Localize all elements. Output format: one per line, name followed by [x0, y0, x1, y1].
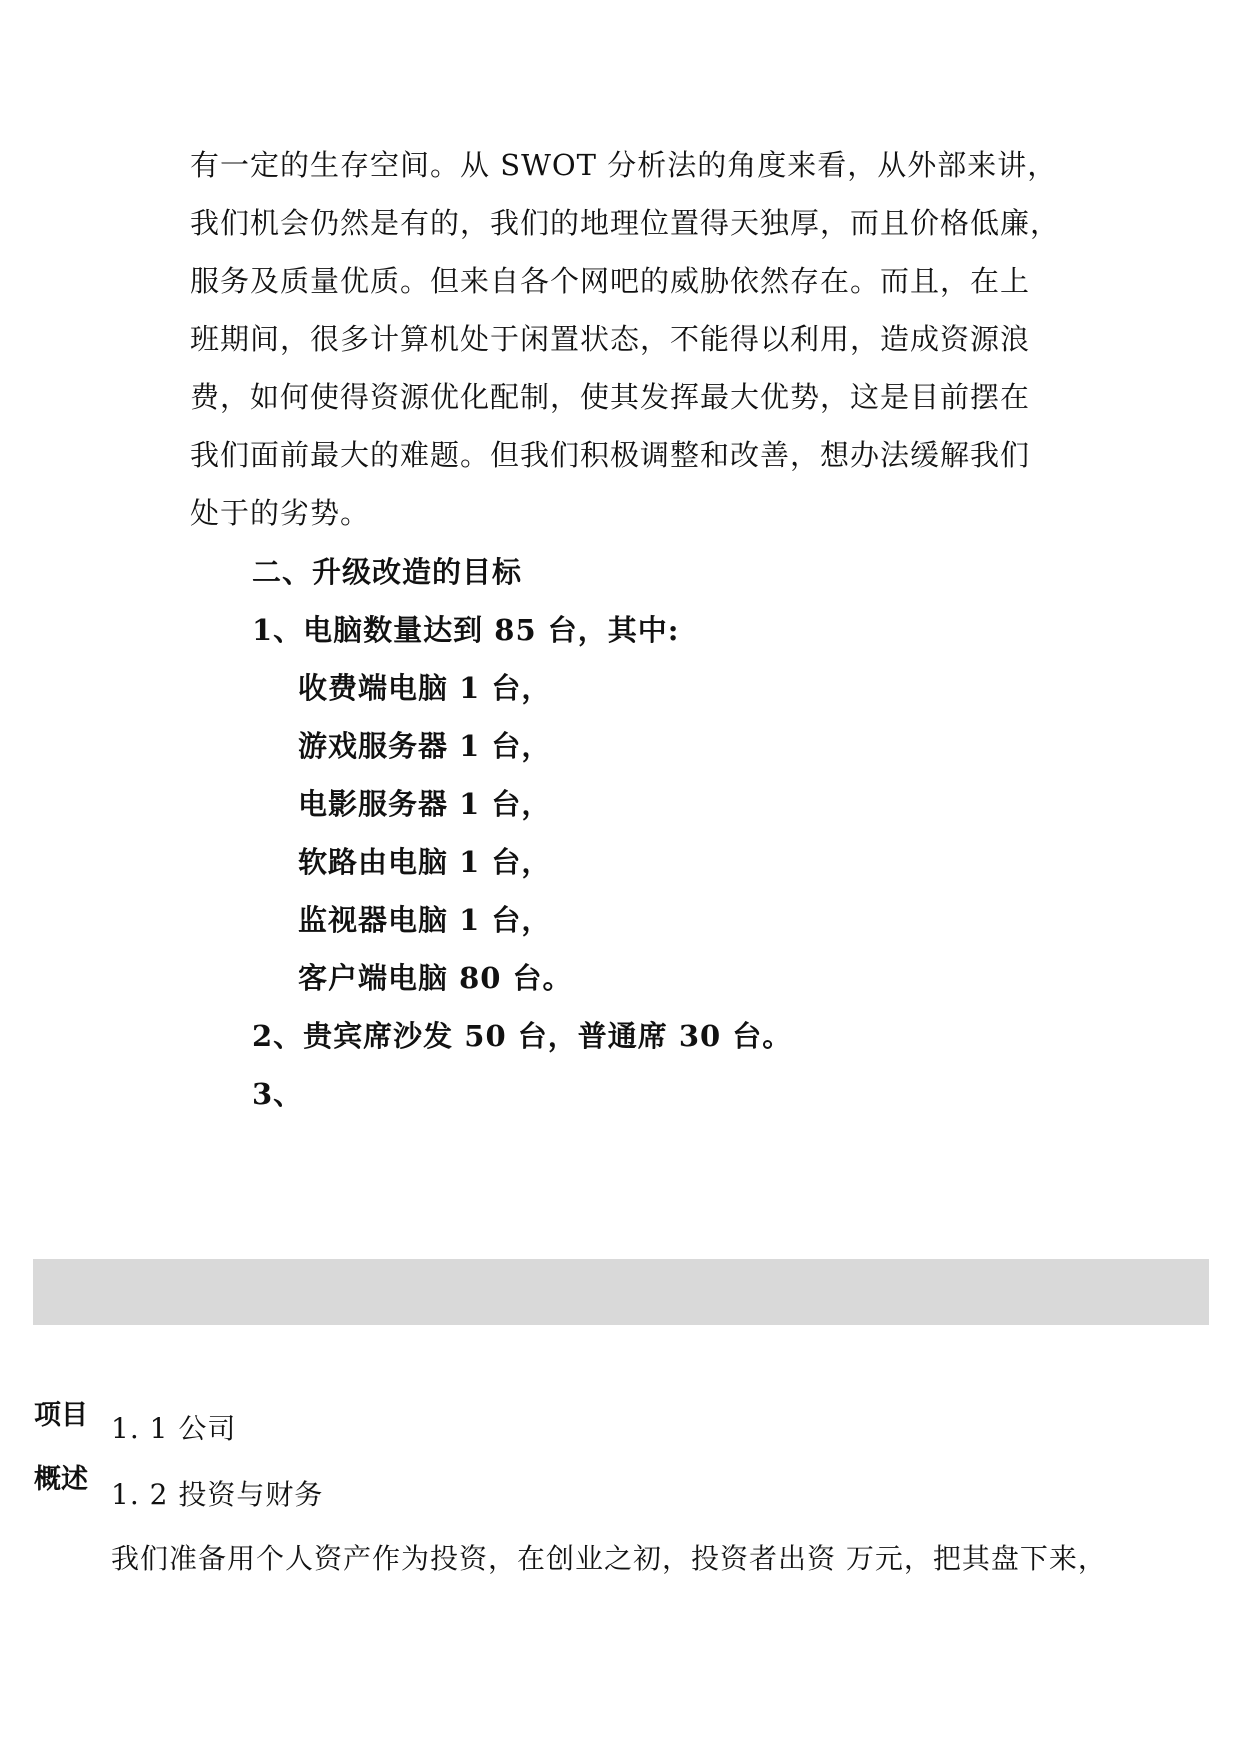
goal-subitem: 游戏服务器 1 台， — [298, 729, 552, 763]
intro-line-7: 处于的劣势。 — [190, 496, 371, 530]
intro-line-1: 有一定的生存空间。从 SWOT 分析法的角度来看，从外部来讲， — [190, 148, 1058, 182]
goal-subitem: 软路由电脑 1 台， — [298, 845, 552, 879]
goal-subitem: 电影服务器 1 台， — [298, 787, 552, 821]
intro-line-3: 服务及质量优质。但来自各个网吧的威胁依然存在。而且，在上 — [190, 264, 1031, 298]
goal-subitem: 客户端电脑 80 台。 — [298, 961, 573, 995]
section-heading: 二、升级改造的目标 — [252, 555, 523, 589]
intro-line-2: 我们机会仍然是有的，我们的地理位置得天独厚，而且价格低廉， — [190, 206, 1061, 240]
investment-paragraph-line: 我们准备用个人资产作为投资，在创业之初，投资者出资 万元，把其盘下来， — [111, 1542, 1107, 1575]
goal-subitem: 监视器电脑 1 台， — [298, 903, 552, 937]
goal-item-1: 1、电脑数量达到 85 台，其中: — [252, 613, 680, 647]
goal-subitem: 收费端电脑 1 台， — [298, 671, 552, 705]
side-label-project: 项目 — [34, 1400, 88, 1431]
subsection-company: 1. 1 公司 — [111, 1412, 237, 1445]
side-label-overview: 概述 — [34, 1464, 88, 1495]
intro-line-4: 班期间，很多计算机处于闲置状态，不能得以利用，造成资源浪 — [190, 322, 1031, 356]
intro-line-6: 我们面前最大的难题。但我们积极调整和改善，想办法缓解我们 — [190, 438, 1031, 472]
gray-separator-band — [33, 1259, 1209, 1325]
intro-line-5: 费，如何使得资源优化配制，使其发挥最大优势，这是目前摆在 — [190, 380, 1031, 414]
goal-item-3: 3、 — [252, 1077, 304, 1111]
subsection-investment-finance: 1. 2 投资与财务 — [111, 1478, 324, 1511]
goal-item-2: 2、贵宾席沙发 50 台，普通席 30 台。 — [252, 1019, 793, 1053]
